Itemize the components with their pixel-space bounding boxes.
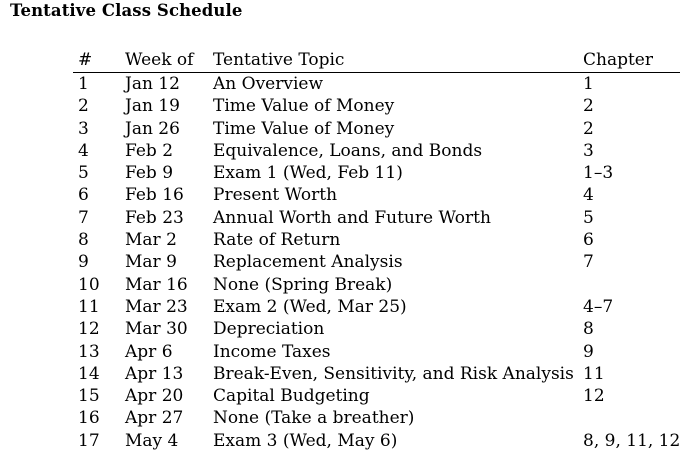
cell-chapter — [583, 274, 680, 296]
table-row — [73, 229, 680, 251]
cell-chapter: 5 — [583, 207, 594, 228]
cell-topic: None (Take a breather) — [213, 408, 415, 429]
page-title: Tentative Class Schedule — [10, 1, 243, 20]
cell-week: Mar 16 — [125, 274, 188, 295]
cell-week: Mar 9 — [125, 252, 177, 273]
cell-topic: Income Taxes — [213, 341, 331, 362]
cell-number: 4 — [78, 140, 89, 161]
cell-chapter: 6 — [583, 230, 594, 251]
cell-topic: Equivalence, Loans, and Bonds — [213, 140, 483, 161]
cell-number: 5 — [78, 163, 89, 184]
cell-week: Feb 16 — [125, 185, 184, 206]
cell-chapter: 1–3 — [583, 163, 614, 184]
cell-chapter: 3 — [583, 140, 594, 161]
table-row — [73, 95, 680, 117]
cell-number: 6 — [78, 185, 89, 206]
column-header-chapter: Chapter — [583, 50, 653, 70]
column-header-topic: Tentative Topic — [213, 50, 345, 70]
cell-topic: None (Spring Break) — [213, 274, 393, 295]
table-body — [73, 73, 680, 453]
table-row — [73, 184, 680, 206]
cell-chapter: 4 — [583, 185, 594, 206]
table-row — [73, 162, 680, 184]
cell-topic: Exam 1 (Wed, Feb 11) — [213, 163, 403, 184]
table-row — [73, 318, 680, 340]
cell-number: 3 — [78, 118, 89, 139]
cell-number: 10 — [78, 274, 100, 295]
cell-number: 15 — [78, 386, 100, 407]
cell-week: Mar 23 — [125, 296, 188, 317]
header-row — [73, 49, 680, 73]
table-row — [73, 363, 680, 385]
cell-chapter: 2 — [583, 118, 594, 139]
table-row — [73, 430, 680, 452]
cell-week: Mar 30 — [125, 319, 188, 340]
cell-week: Apr 27 — [125, 408, 184, 429]
cell-week: Feb 9 — [125, 163, 174, 184]
cell-week: Feb 23 — [125, 207, 184, 228]
table-row — [73, 274, 680, 296]
cell-topic: Break-Even, Sensitivity, and Risk Analysis — [213, 363, 574, 384]
cell-topic: Annual Worth and Future Worth — [213, 207, 491, 228]
cell-chapter: 4–7 — [583, 296, 614, 317]
cell-topic: Exam 3 (Wed, May 6) — [213, 430, 398, 451]
cell-week: May 4 — [125, 430, 179, 451]
cell-topic: Present Worth — [213, 185, 338, 206]
table-row — [73, 73, 680, 96]
cell-week: Apr 6 — [125, 341, 173, 362]
cell-number: 13 — [78, 341, 100, 362]
cell-week: Apr 20 — [125, 386, 184, 407]
cell-week: Apr 13 — [125, 363, 184, 384]
table-row — [73, 251, 680, 273]
table-row — [73, 296, 680, 318]
cell-number: 7 — [78, 207, 89, 228]
cell-number: 14 — [78, 363, 100, 384]
cell-chapter — [583, 407, 680, 429]
cell-number: 12 — [78, 319, 100, 340]
cell-chapter: 1 — [583, 74, 594, 94]
column-header-number: # — [78, 50, 93, 70]
cell-week: Feb 2 — [125, 140, 174, 161]
cell-chapter: 11 — [583, 363, 605, 384]
cell-number: 16 — [78, 408, 100, 429]
table-header — [73, 49, 680, 73]
cell-topic: Exam 2 (Wed, Mar 25) — [213, 296, 407, 317]
cell-topic: Depreciation — [213, 319, 325, 340]
cell-topic: Replacement Analysis — [213, 252, 403, 273]
cell-number: 11 — [78, 296, 100, 317]
cell-week: Jan 26 — [125, 118, 180, 139]
cell-chapter: 8 — [583, 319, 594, 340]
cell-topic: Time Value of Money — [213, 118, 395, 139]
cell-number: 9 — [78, 252, 89, 273]
column-header-week: Week of — [125, 50, 194, 70]
cell-number: 8 — [78, 230, 89, 251]
cell-week: Jan 12 — [125, 74, 180, 94]
table-row — [73, 118, 680, 140]
schedule-table — [73, 49, 680, 452]
cell-number: 17 — [78, 430, 100, 451]
cell-week: Mar 2 — [125, 230, 177, 251]
cell-topic: Capital Budgeting — [213, 386, 370, 407]
table-row — [73, 385, 680, 407]
cell-topic: Time Value of Money — [213, 96, 395, 117]
cell-chapter: 7 — [583, 252, 594, 273]
cell-chapter: 12 — [583, 386, 605, 407]
cell-week: Jan 19 — [125, 96, 180, 117]
cell-chapter: 9 — [583, 341, 594, 362]
table-row — [73, 341, 680, 363]
cell-chapter: 8, 9, 11, 12 — [583, 430, 681, 451]
table-row — [73, 207, 680, 229]
table-row — [73, 407, 680, 429]
table-row — [73, 140, 680, 162]
cell-number: 1 — [78, 74, 89, 94]
cell-topic: An Overview — [213, 74, 324, 94]
cell-number: 2 — [78, 96, 89, 117]
cell-topic: Rate of Return — [213, 230, 341, 251]
cell-chapter: 2 — [583, 96, 594, 117]
